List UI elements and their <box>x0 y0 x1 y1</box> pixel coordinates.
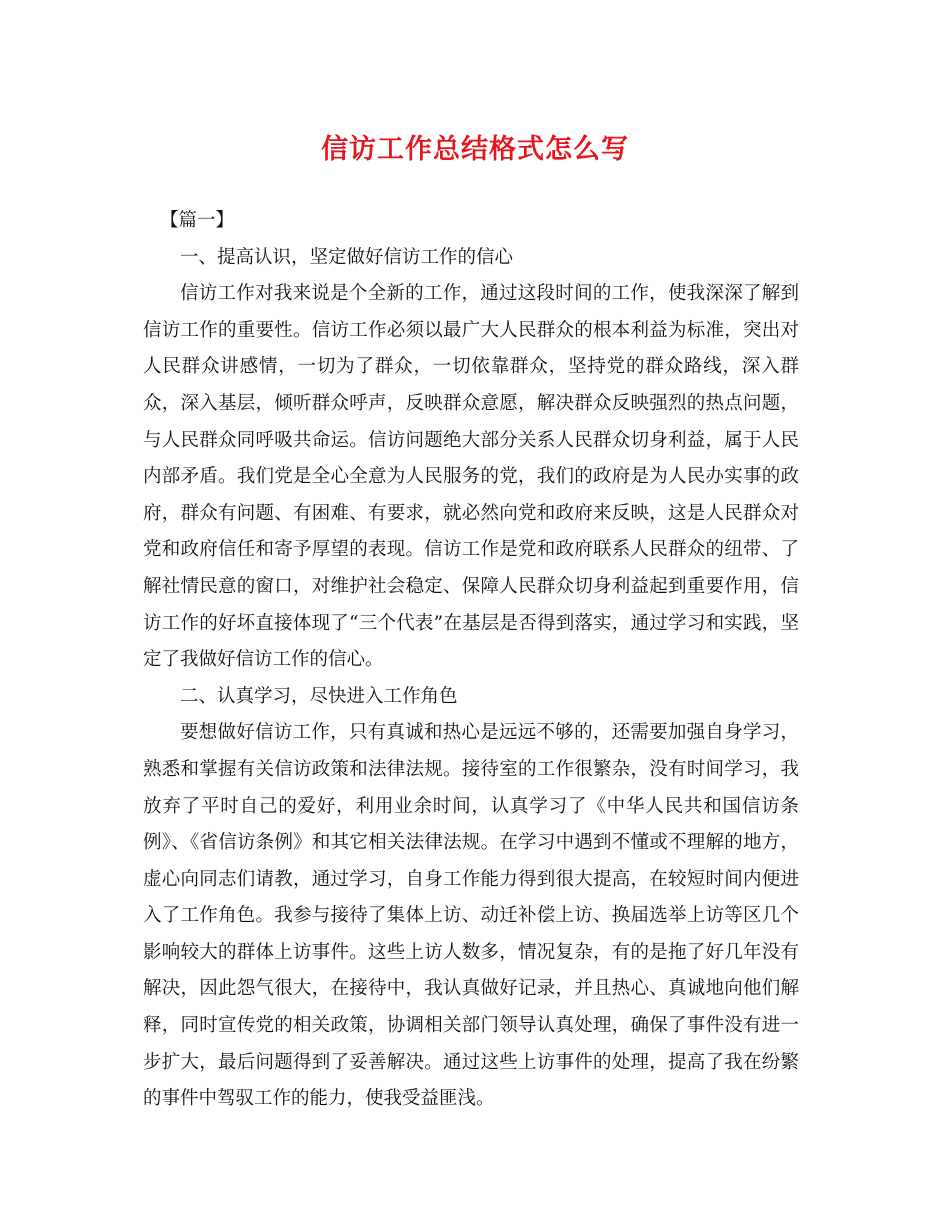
document-title: 信访工作总结格式怎么写 <box>321 134 629 165</box>
section-heading-1: 一、提高认识，坚定做好信访工作的信心 <box>180 246 514 268</box>
section-label: 【篇一】 <box>160 210 235 231</box>
body-paragraph-1: 信访工作对我来说是个全新的工作，通过这段时间的工作，使我深深了解到信访工作的重要性。信访工作必须以最广大人民群众的根本利益为标准，突出对人民群众讲感情，一切为了群众，一切依靠群众，坚持党的群众路线，深入群众，深入基层，倾听群众呼声，反映群众意愿，解决群众反映强烈的热点问题，与人民群众同呼吸共命运。信访问题绝大部分关系人民群众切身利益，属于人民内部矛盾。我们党是全心全意为人民服务的党，我们的政府是为人民办实事的政府，群众有问题、有困难、有要求，就必然向党和政府来反映，这是人民群众对党和政府信任和寄予厚望的表现。信访工作是党和政府联系人民群众的纽带、了解社情民意的窗口，对维护社会稳定、保障人民群众切身利益起到重要作用，信访工作的好坏直接体现了“三个代表”在基层是否得到落实，通过学习和实践，坚定了我做好信访工作的信心。 <box>143 283 799 671</box>
body-paragraph-2: 要想做好信访工作，只有真诚和热心是远远不够的，还需要加强自身学习，熟悉和掌握有关信访政策和法律法规。接待室的工作很繁杂，没有时间学习，我放弃了平时自己的爱好，利用业余时间，认真学习了《中华人民共和国信访条例》、《省信访条例》和其它相关法律法规。在学习中遇到不懂或不理解的地方，虚心向同志们请教，通过学习，自身工作能力得到很大提高，在较短时间内便进入了工作角色。我参与接待了集体上访、动迁补偿上访、换届选举上访等区几个影响较大的群体上访事件。这些上访人数多，情况复杂，有的是拖了好几年没有解决，因此怨气很大，在接待中，我认真做好记录，并且热心、真诚地向他们解释，同时宣传党的相关政策，协调相关部门领导认真处理，确保了事件没有进一步扩大，最后问题得到了妥善解决。通过这些上访事件的处理，提高了我在纷繁的事件中驾驭工作的能力，使我受益匪浅。 <box>143 722 799 1110</box>
document-body <box>143 203 799 1118</box>
section-heading-2: 二、认真学习，尽快进入工作角色 <box>180 685 458 707</box>
